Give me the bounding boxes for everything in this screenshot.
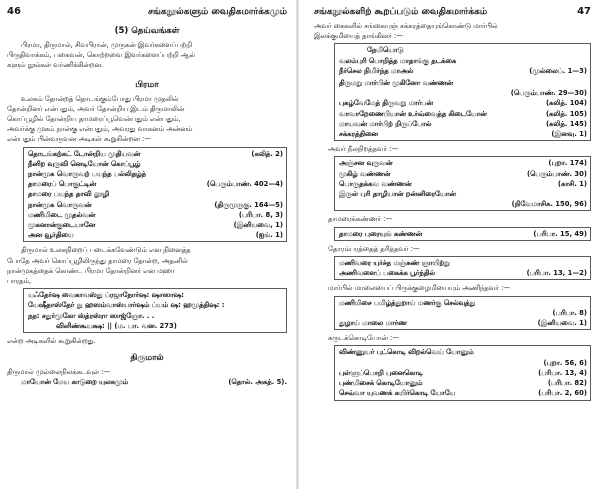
quote-line: முகிழ் வண்ணன் (பெரும்பாண். 30)	[339, 169, 587, 178]
right-page-header	[314, 6, 591, 19]
quote-line: (நிவேமாசிக. 150, 96)	[511, 200, 587, 209]
quote-line: தொடங்கற்கட் டோன்றிய முதியவன் (கலித். 2)	[28, 149, 283, 158]
quote-line: அன வூர்தியை (ஐங். 1)	[28, 231, 283, 240]
sanskrit-line: நத: சதுர்முகோ ஸ்த்ரஸ்ரா ஸாஜ்ஞோ. . .	[28, 311, 155, 320]
right-intro-line: அவர் கைகளில் சங்கையுஞ் சக்கரத்தையுங்கொண்டு மார்பில்	[314, 22, 498, 30]
sanskrit-quote-box	[23, 288, 287, 333]
quote-line: துழாய் மாலை மார்ண (இனியவை. 1)	[339, 319, 587, 328]
intro-line-1: பிரமா, திருமால், சிவபிரான், முருகன் இவர்களைப்பற்றி	[21, 41, 193, 49]
quote-line: செவ்வா யுவணக் கயிர்கொடி யோயே (பரிபா. 2, 60)	[339, 389, 587, 398]
left-running-title: சங்கநூல்களும் வைதிகமார்க்கமும்	[148, 7, 287, 17]
quote-line: திருமறு மார்பின் முகினோ வண்ணன்	[339, 79, 453, 88]
section-vishnu-title: திருமால்	[130, 353, 164, 364]
section-deities-title: (5) தெய்வங்கள்	[114, 26, 180, 36]
quote-line: அஞ்சன வுருவன் (புறா. 174)	[339, 159, 587, 168]
sanskrit-line: விளிண்கூயக்ஷ: || (ம. பா. வன. 273)	[56, 321, 177, 330]
left-page	[0, 0, 295, 489]
sanskrit-line: யஃதேர்ஷ வைகாவஸ்து ப்ரஜாநோர்ஷ: ஷாஸாஷ:	[28, 291, 184, 300]
eyes-quote-box	[334, 227, 591, 241]
conch-quote-box	[334, 43, 591, 141]
quote-line: இருள் புரி தாழியான் றன்னிரையோன்	[339, 190, 456, 199]
lotus-intro: தோரம்பரத்தைத் தரித்தவர் :—	[328, 244, 420, 253]
left-page-number: 46	[7, 6, 21, 17]
left-page-header	[7, 6, 287, 19]
brahma-para-line: அவர்க்கு முகம் நான்கு என்பதும், அவரது வாகனம் அன்னம்	[7, 125, 193, 134]
quote-line: தாமரை புரையுங் கண்ணன் (பரிபா. 15, 49)	[339, 229, 587, 238]
quote-line: மணிவரை யுர்ச்த மஞ்சுண் ஞாயிற்று	[339, 259, 450, 268]
quote-line: புகழ்வேமேத் திருவறு மார்பன் (கலித். 104)	[339, 99, 587, 108]
quote-line: தாமரை பயந்த தாவி லூழி	[28, 190, 109, 199]
flag-quote-box	[334, 345, 591, 400]
quote-line: (பரிபா. 8)	[552, 308, 587, 317]
quote-line: சக்கரத்தினை (இனவு. 1)	[339, 130, 587, 139]
lotus-quote-box	[334, 256, 591, 280]
quote-line: விண்ணுயர் புட்கொடி விறல்வெய் யோனும்	[339, 348, 474, 357]
quote-line: புண்மிசைக் கொடியோனும் (பரிபா. 82)	[339, 379, 587, 388]
intro-line-2: பிருதிவாக்கம், பகைவன், கொற்றவை இவர்களைப்பற்றி ஆல்	[7, 51, 195, 60]
quote-line: நேமியொடு	[367, 46, 404, 55]
ornament-quote-box	[334, 296, 591, 331]
sanskrit-line: யேஷீதாஸ்தேர் நு ஹஸம்வாஸ்யார்ஷம் ப்யம் ஷ: ஹமுத்திஷ: :	[28, 301, 225, 310]
right-running-title: சங்கநூல்களிற் கூறப்படும் வைதிகமார்க்கம்	[314, 7, 488, 17]
flag-intro: கருடக்கொடியோன் :—	[328, 334, 400, 343]
quote-line: நான்முக வொருவற் பயந்த பல்லிதழ்த்	[28, 170, 146, 179]
quote-line: மணிமிசை பமிழ்த்துறாய் மணர்கு செல்வுத்து	[339, 298, 476, 307]
brahma-para-line: தோன்றினர் என்பதும், அவர் தோன்றிய இடம் திருமாலின்	[7, 104, 185, 113]
right-page	[300, 0, 597, 489]
quote-line: நீர்செல நிமிர்ந்த மாஅல் (முல்லைப். 1—3)	[339, 66, 587, 75]
brahma-para-line: உலகம் தோன்றத் தொடங்கும்போது பிரமா முதலில்	[21, 94, 179, 103]
quote-line: மணிமிடை முதல்வன் (பரிபா. 8, 3)	[28, 210, 283, 219]
section-brahma-title: பிரமா	[135, 79, 159, 90]
brahma-para-line: என்பதும் பின்வருவன அடிகள் கூறுகின்றன :—	[7, 135, 152, 144]
vishnu-intro: திருமால் முல்லைநிலக்கடவுள் :—	[7, 368, 111, 377]
brahma-quote-box	[23, 147, 287, 243]
quote-line: முகனான்குடையானே (இனியவை, 1)	[28, 221, 283, 230]
quote-line: (பெரும்பாண். 29—30)	[510, 89, 587, 98]
colour-quote-box	[334, 156, 591, 211]
quote-line: மாயவன் மார்பிற் றிருப்போல் (கலித். 145)	[339, 119, 587, 128]
vishnu-quote-line: மாயோன் மேய காடுறை யுலகமும் (தொல். அகத். 5).	[21, 378, 287, 387]
quote-line: புள்ளுப்பொறி புனைகொடி (பரிபா. 13, 4)	[339, 368, 587, 377]
creation-para-line: பாரதம்,	[7, 277, 32, 286]
creation-para-line: போதே அவர் கொப்பூழிலிருந்து தாமரை தோன்ற, அதனில்	[7, 256, 188, 265]
right-page-number: 47	[577, 6, 591, 17]
quote-line: (புறா. 56, 6)	[543, 358, 587, 367]
quote-line: வாவாறேணைபியான் உர்வ்வைத்த கிடையோன் (கலித். 105)	[339, 109, 587, 118]
creation-para-line: நான்முகத்தைக் கொண்ட பிரமா தோன்றினர் என மஹா	[7, 266, 175, 275]
right-intro-line: இலக்குமியைத் தாங்கினர் :—	[314, 32, 404, 41]
eyes-intro: தாமரைக்கண்ணர் :—	[328, 215, 393, 224]
quote-line: அணிவளைப் பகைக்க பூர்ந்தில் (பரிபா. 13, 1—2)	[339, 269, 587, 278]
quote-line: தாமரைப் பொகுட்டின் (பெரும்பாண். 402—4)	[28, 180, 283, 189]
creation-para-line: திருமால் உலகநிறைப் படைக்கவேண்டும் என நினைத்த	[21, 246, 191, 255]
closing-line: என்ற அடிகளில் கூறுகின்றது.	[7, 337, 96, 346]
colour-intro: அவர் நீலநிறத்தவர் :—	[328, 145, 399, 154]
ornament-intro: மார்பில் மாலையைப் பிருக்குழைமியையும் அணிந்தவர் :—	[328, 284, 511, 293]
book-gutter	[296, 0, 299, 489]
quote-line: நான்முக வொருவன் (திருமுருகு. 164—5)	[28, 200, 283, 209]
intro-line-3: களும் நூல்கள் வர்ணிக்கின்றன.	[7, 61, 104, 70]
quote-line: வலம்புரி பொறித்த மாதாங்கு தடக்கை	[339, 56, 457, 65]
quote-line: நீனிற வுருவி னெடியோன் கொப்பூழ்	[28, 159, 141, 168]
brahma-para-line: கொப்பூழில் தோன்றிய தாமரைப்பூவென்பதும் என்பதும்,	[7, 115, 181, 124]
quote-line: பொருதக்கவ வண்ணன் (காசி. 1)	[339, 179, 587, 188]
